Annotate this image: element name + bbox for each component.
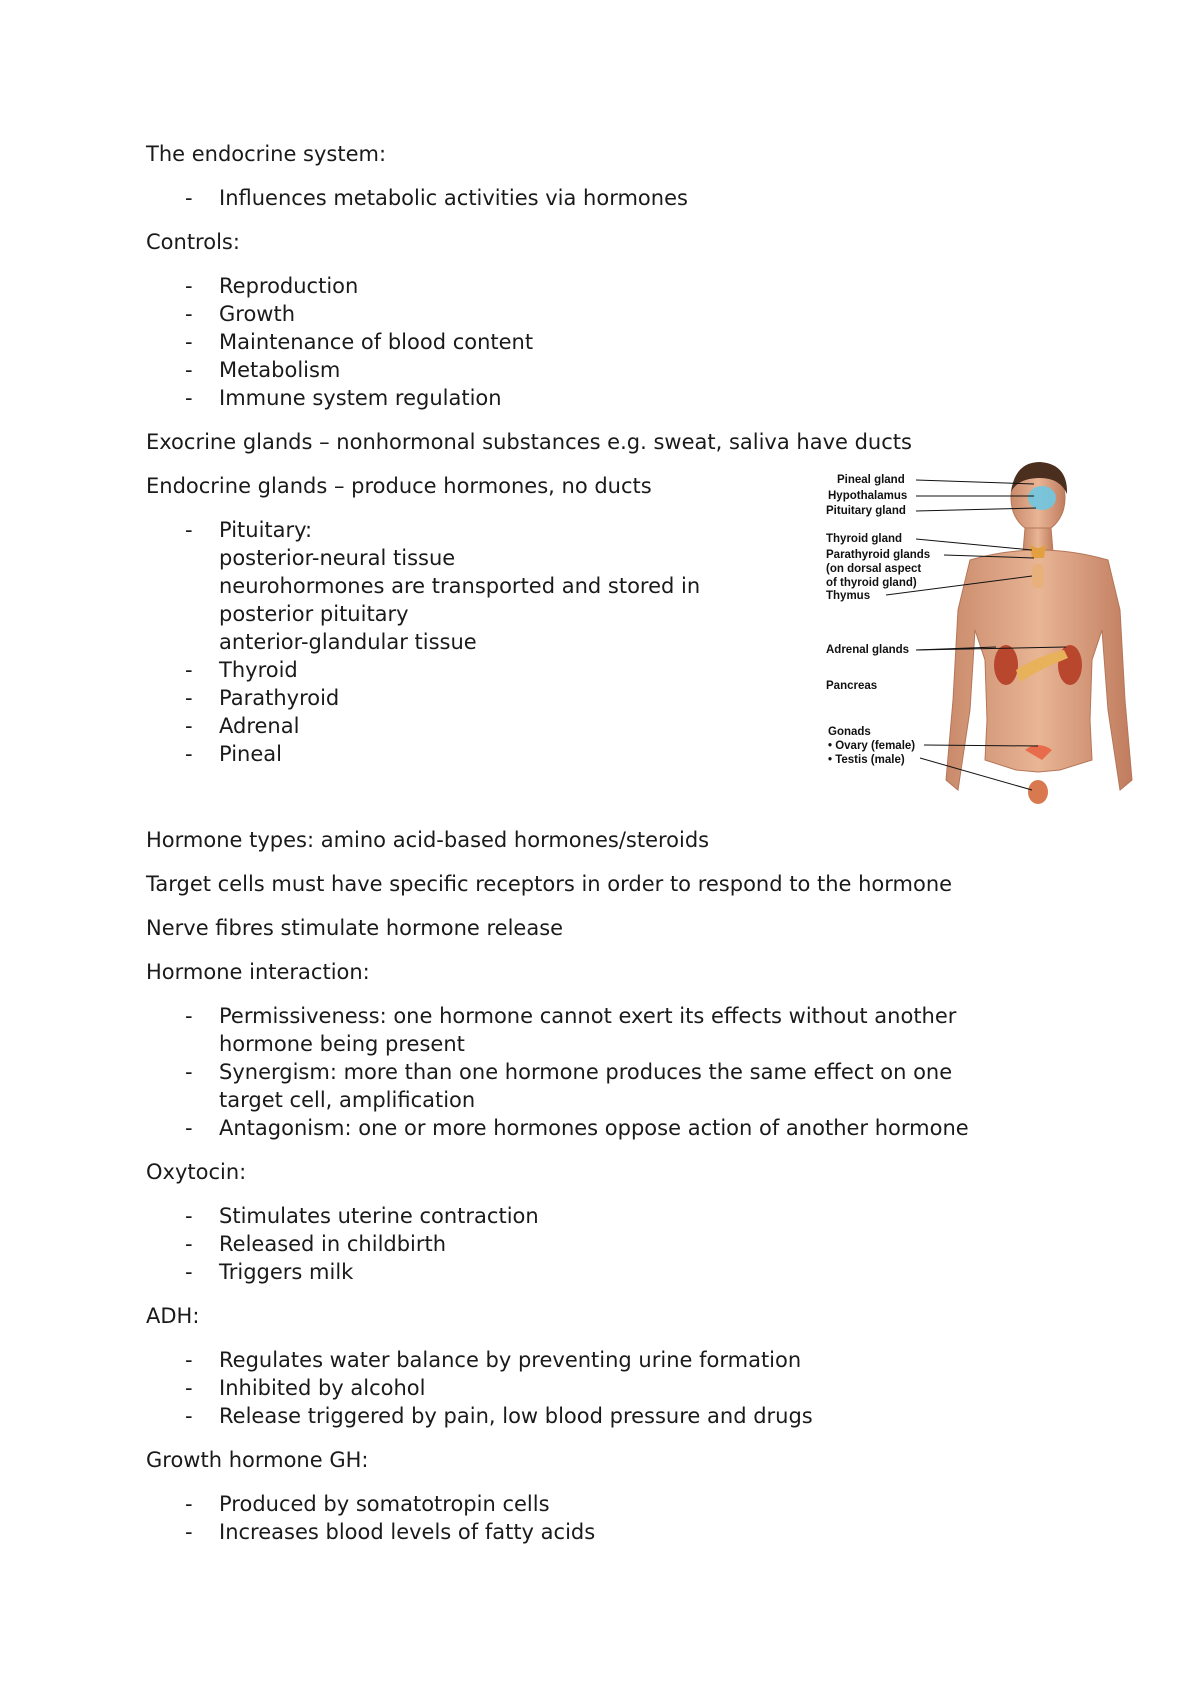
hormone-types-line: Hormone types: amino acid-based hormones/steroids	[146, 828, 710, 852]
list-item: - Reproduction	[146, 272, 1046, 300]
interaction-list	[146, 1002, 969, 1142]
label-pineal-gland: Pineal gland	[837, 474, 905, 486]
list-item: - Permissiveness: one hormone cannot exert its effects without another hormone being present	[146, 1002, 966, 1058]
list-item: - Parathyroid	[146, 684, 1046, 712]
label-pituitary-gland: Pituitary gland	[826, 505, 906, 517]
pituitary-line: posterior-neural tissue	[219, 546, 456, 570]
pituitary-line: anterior-glandular tissue	[219, 630, 477, 654]
label-testis: • Testis (male)	[828, 754, 905, 766]
adh-heading: ADH:	[146, 1304, 200, 1328]
controls-heading: Controls:	[146, 230, 240, 254]
list-item: - Immune system regulation	[146, 384, 1046, 412]
gh-list	[146, 1490, 1046, 1546]
list-item: - Synergism: more than one hormone produces the same effect on one target cell, amplification	[146, 1058, 966, 1114]
body-silhouette	[946, 464, 1132, 790]
list-item: - Regulates water balance by preventing urine formation	[146, 1346, 1046, 1374]
list-item: - Pineal	[146, 740, 1046, 768]
list-item: - Increases blood levels of fatty acids	[146, 1518, 1046, 1546]
brain-glands-shape	[1028, 486, 1056, 510]
endocrine-anatomy-figure	[820, 460, 1142, 840]
pituitary-line: neurohormones are transported and stored in	[219, 574, 701, 598]
list-item: - Metabolism	[146, 356, 1046, 384]
label-parathyroid-glands: Parathyroid glands	[826, 549, 931, 561]
list-item: - Released in childbirth	[146, 1230, 1046, 1258]
label-thyroid-gland: Thyroid gland	[826, 533, 903, 545]
label-hypothalamus: Hypothalamus	[828, 490, 908, 502]
pituitary-label: - Pituitary:	[219, 518, 313, 542]
list-item: - Maintenance of blood content	[146, 328, 1046, 356]
list-item: - Release triggered by pain, low blood pressure and drugs	[146, 1402, 1046, 1430]
document-body	[146, 140, 1046, 1562]
list-item: - Antagonism: one or more hormones oppose action of another hormone	[146, 1114, 966, 1142]
intro-heading: The endocrine system:	[146, 142, 387, 166]
label-adrenal-glands: Adrenal glands	[826, 644, 910, 656]
testis-shape	[1028, 780, 1048, 804]
list-item: - Growth	[146, 300, 1046, 328]
list-item: - Triggers milk	[146, 1258, 1046, 1286]
label-thymus: Thymus	[826, 590, 871, 602]
intro-list	[146, 184, 1046, 212]
adh-list	[146, 1346, 1046, 1430]
label-ovary: • Ovary (female)	[828, 740, 916, 752]
list-item: - Inhibited by alcohol	[146, 1374, 1046, 1402]
target-cells-line: Target cells must have specific receptors in order to respond to the hormone	[146, 872, 953, 896]
list-item: - Stimulates uterine contraction	[146, 1202, 1046, 1230]
pituitary-line: posterior pituitary	[219, 602, 409, 626]
oxytocin-heading: Oxytocin:	[146, 1160, 247, 1184]
list-item: - Produced by somatotropin cells	[146, 1490, 1046, 1518]
list-item: - Thyroid	[146, 656, 1046, 684]
kidney-left-shape	[994, 645, 1018, 685]
nerve-fibres-line: Nerve fibres stimulate hormone release	[146, 916, 564, 940]
label-parathyroid-glands-note: (on dorsal aspect	[826, 563, 922, 575]
list-item: - Adrenal	[146, 712, 1046, 740]
label-pancreas: Pancreas	[826, 680, 878, 692]
gh-heading: Growth hormone GH:	[146, 1448, 369, 1472]
thymus-shape	[1032, 564, 1044, 588]
label-gonads: Gonads	[828, 726, 871, 738]
label-parathyroid-glands-note: of thyroid gland)	[826, 577, 917, 589]
endocrine-heading: Endocrine glands – produce hormones, no ducts	[146, 474, 652, 498]
controls-list	[146, 272, 1046, 412]
oxytocin-list	[146, 1202, 1046, 1286]
exocrine-line: Exocrine glands – nonhormonal substances e.g. sweat, saliva have ducts	[146, 430, 912, 454]
list-item: - Influences metabolic activities via hormones	[146, 184, 1046, 212]
interaction-heading: Hormone interaction:	[146, 960, 370, 984]
